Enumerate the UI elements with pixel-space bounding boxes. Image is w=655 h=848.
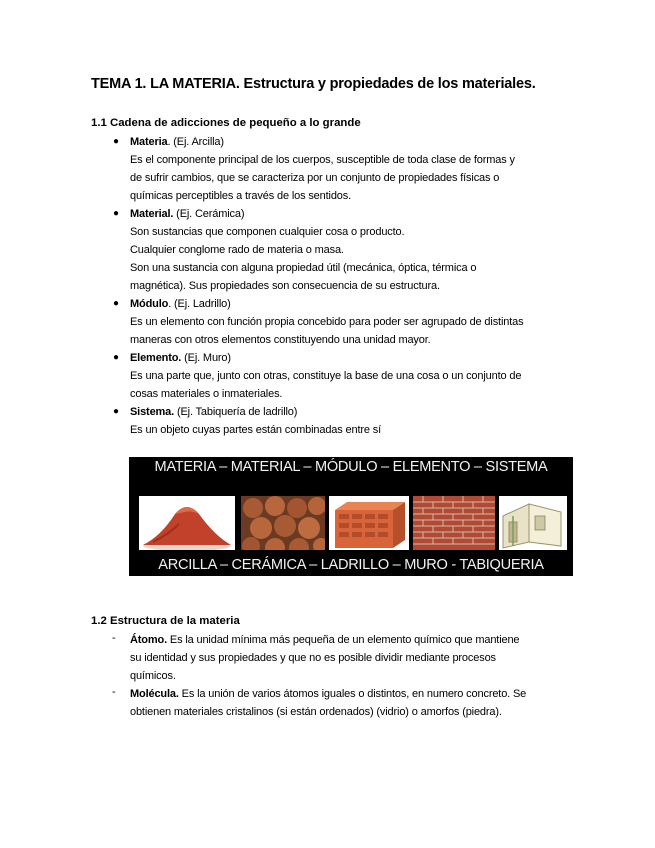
definition-line: magnética). Sus propiedades son consecuencia de su estructura. <box>130 280 440 292</box>
list-item-term-line <box>130 351 231 365</box>
dash-marker: - <box>112 632 116 644</box>
brick-wall-image <box>413 496 495 550</box>
definition-line: Es un elemento con función propia concebido para poder ser agrupado de distintas <box>130 316 524 328</box>
banner-bottom-caption: ARCILLA – CERÁMICA – LADRILLO – MURO - TABIQUERIA <box>158 557 544 573</box>
list-item-term-line <box>130 687 526 701</box>
ceramic-pots-image <box>241 496 325 550</box>
bullet-marker: ● <box>113 406 120 417</box>
list-item-term-line <box>130 405 297 419</box>
term-sistema: Sistema. <box>130 406 175 418</box>
definition-line: Cualquier conglome rado de materia o masa. <box>130 244 344 256</box>
term-material: Material. <box>130 208 174 220</box>
definition-line: Es una parte que, junto con otras, constituye la base de una cosa o un conjunto de <box>130 370 522 382</box>
section-heading-1: 1.1 Cadena de adicciones de pequeño a lo grande <box>91 117 361 129</box>
definition-line: su identidad y sus propiedades y que no es posible dividir mediante procesos <box>130 652 496 664</box>
definition-line: Es un objeto cuyas partes están combinadas entre sí <box>130 424 382 436</box>
brick-image <box>329 496 409 550</box>
list-item-term-line <box>130 207 244 221</box>
materials-chain-banner <box>129 457 573 576</box>
definition-line: obtienen materiales cristalinos (si están ordenados) (vidrio) o amorfos (piedra). <box>130 706 502 718</box>
term-elemento: Elemento. <box>130 352 182 364</box>
bullet-marker: ● <box>113 352 120 363</box>
dash-marker: - <box>112 686 116 698</box>
term-example: (Ej. Muro) <box>181 352 231 364</box>
bullet-marker: ● <box>113 208 120 219</box>
bullet-marker: ● <box>113 298 120 309</box>
page-title: TEMA 1. LA MATERIA. Estructura y propiedades de los materiales. <box>91 76 536 92</box>
list-item-term-line <box>130 633 519 647</box>
term-example: . (Ej. Ladrillo) <box>168 298 231 310</box>
definition-line: químicos. <box>130 670 176 682</box>
section-heading-2: 1.2 Estructura de la materia <box>91 615 240 627</box>
definition-text: Es la unidad mínima más pequeña de un elemento químico que mantiene <box>166 634 520 646</box>
term-example: (Ej. Tabiquería de ladrillo) <box>174 406 298 418</box>
definition-line: Son sustancias que componen cualquier cosa o producto. <box>130 226 405 238</box>
term-example: . (Ej. Arcilla) <box>167 136 224 148</box>
clay-pile-image <box>139 496 235 550</box>
definition-line: de sufrir cambios, que se caracteriza por un conjunto de propiedades físicas o <box>130 172 500 184</box>
term-example: (Ej. Cerámica) <box>173 208 245 220</box>
definition-text: Es la unión de varios átomos iguales o distintos, en numero concreto. Se <box>178 688 527 700</box>
definition-line: químicas perceptibles a través de los sentidos. <box>130 190 352 202</box>
term-modulo: Módulo <box>130 298 169 310</box>
definition-line: cosas materiales o inmateriales. <box>130 388 283 400</box>
list-item-term-line <box>130 135 224 149</box>
bullet-marker: ● <box>113 136 120 147</box>
term-materia: Materia <box>130 136 168 148</box>
partition-wall-image <box>499 496 567 550</box>
definition-line: Son una sustancia con alguna propiedad útil (mecánica, óptica, térmica o <box>130 262 477 274</box>
banner-top-caption: MATERIA – MATERIAL – MÓDULO – ELEMENTO – SISTEMA <box>154 459 548 475</box>
term-atomo: Átomo. <box>130 634 167 646</box>
list-item-term-line <box>130 297 231 311</box>
term-molecula: Molécula. <box>130 688 179 700</box>
definition-line: Es el componente principal de los cuerpos, susceptible de toda clase de formas y <box>130 154 515 166</box>
definition-line: maneras con otros elementos constituyendo una unidad mayor. <box>130 334 431 346</box>
